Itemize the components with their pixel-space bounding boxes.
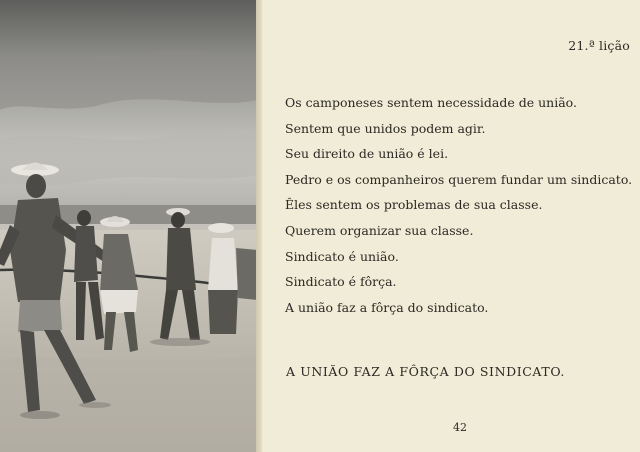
photo-page — [0, 0, 258, 452]
lesson-line: Pedro e os companheiros querem fundar um sindicato. — [285, 171, 633, 187]
lesson-line: Querem organizar sua classe. — [285, 222, 474, 238]
lesson-line: Seu direito de união é lei. — [285, 146, 449, 162]
page-number: 42 — [453, 421, 467, 434]
lesson-label: 21.ª lição — [568, 38, 630, 53]
lesson-lines — [285, 90, 632, 320]
lesson-line: A união faz a fôrça do sindicato. — [285, 299, 489, 315]
shadow — [79, 402, 111, 408]
lesson-line: Êles sentem os problemas de sua classe. — [285, 197, 543, 213]
lesson-line: Sindicato é união. — [285, 248, 399, 264]
shadow — [150, 338, 210, 346]
lesson-line: Sindicato é fôrça. — [285, 274, 397, 290]
beach-photo — [0, 0, 258, 452]
lesson-line: Sentem que unidos podem agir. — [285, 120, 486, 136]
lesson-line: Os camponeses sentem necessidade de união. — [285, 95, 577, 110]
shadow — [20, 411, 60, 419]
motto-heading: A UNIÃO FAZ A FÔRÇA DO SINDICATO. — [286, 364, 566, 379]
text-page — [262, 0, 640, 452]
